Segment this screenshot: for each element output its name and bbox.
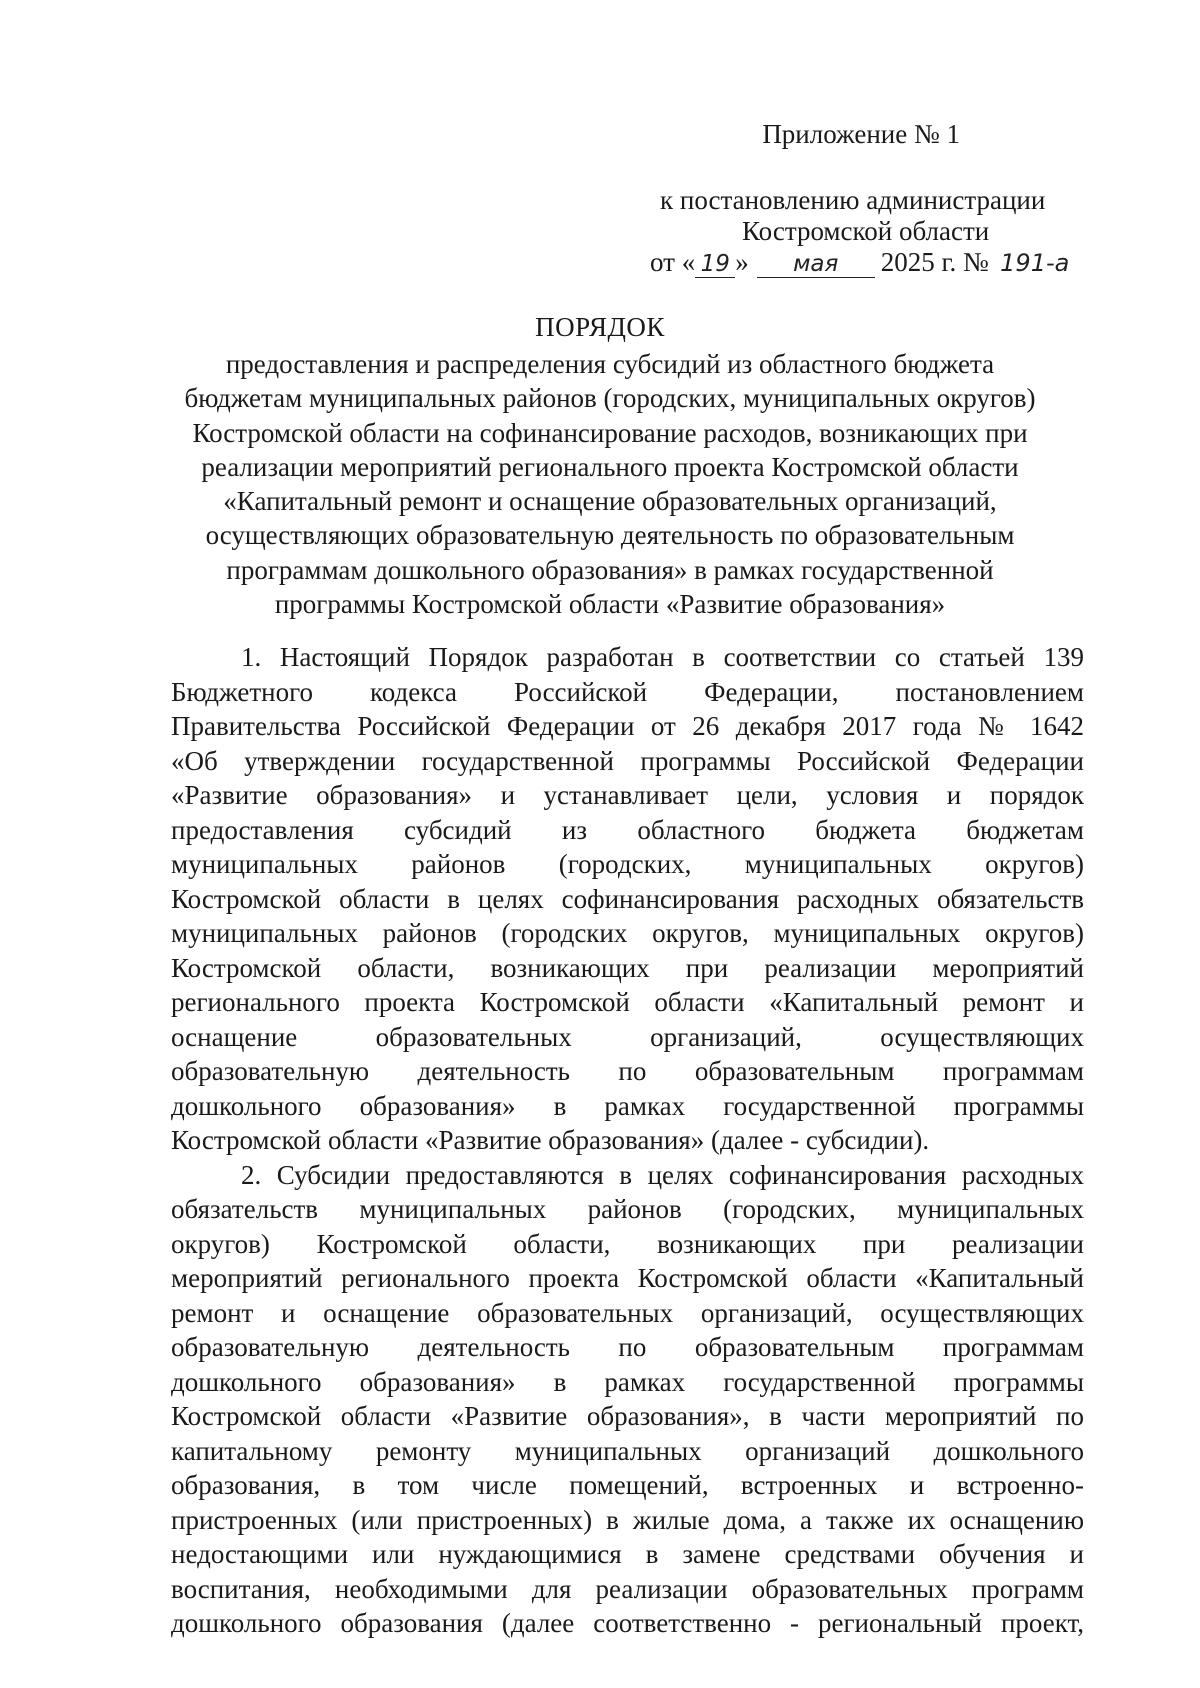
paragraph-line: капитальному ремонту муниципальных организаций дошкольного [171,1435,1084,1466]
paragraph-line: Правительства Российской Федерации от 26 декабря 2017 года № 1642 [171,711,1084,741]
paragraph-line: мероприятий регионального проекта Костромской области «Капитальный [171,1263,1084,1293]
subtitle-line: программы Костромской области «Развитие образования» [274,589,946,620]
subtitle-line: осуществляющих образовательную деятельность по образовательным [205,520,1015,551]
paragraph-line: образовательную деятельность по образовательным программам [171,1056,1084,1086]
annex-label: Приложение № 1 [762,119,960,149]
decree-line-2: Костромской области [742,216,990,246]
paragraph-line: 2. Субсидии предоставляются в целях софинансирования расходных [241,1159,1084,1190]
paragraph-1 [171,640,1084,1158]
paragraph-line: муниципальных районов (городских, муниципальных округов) [171,849,1084,879]
paragraph-line: дошкольного образования» в рамках государственной программы [171,1366,1084,1397]
document-subtitle [170,347,1050,621]
date-year: 2025 г. № [880,247,989,277]
document-title: ПОРЯДОК [535,312,665,342]
decree-reference [630,185,1100,278]
paragraph-line: оснащение образовательных организаций, осуществляющих [171,1021,1084,1052]
paragraph-line: округов) Костромской области, возникающих при реализации [171,1228,1084,1259]
paragraph-line: 1. Настоящий Порядок разработан в соответствии со статьей 139 [241,642,1084,672]
paragraph-line: регионального проекта Костромской области «Капитальный ремонт и [171,987,1084,1017]
handwritten-day: 19 [695,251,735,278]
paragraph-line: Костромской области «Развитие образования» (далее - субсидии). [171,1125,930,1155]
paragraph-2 [171,1158,1084,1641]
subtitle-line: «Капитальный ремонт и оснащение образовательных организаций, [223,486,997,517]
decree-line-1: к постановлению администрации [660,185,1046,215]
paragraph-line: недостающими или нуждающимися в замене средствами обучения и [171,1539,1084,1569]
paragraph-line: пристроенных (или пристроенных) в жилые дома, а также их оснащению [171,1504,1084,1535]
paragraph-line: «Развитие образования» и устанавливает цели, условия и порядок [171,780,1084,810]
paragraph-line: Костромской области в целях софинансирования расходных обязательств [171,883,1084,914]
date-mid: » [735,247,749,277]
date-prefix: от « [650,247,696,277]
paragraph-line: предоставления субсидий из областного бюджета бюджетам [171,814,1084,845]
paragraph-line: Костромской области «Развитие образования», в части мероприятий по [171,1401,1084,1431]
handwritten-month: мая [757,251,875,278]
paragraph-line: обязательств муниципальных районов (городских, муниципальных [171,1194,1084,1224]
paragraph-line: муниципальных районов (городских округов, муниципальных округов) [171,918,1084,948]
paragraph-line: дошкольного образования» в рамках государственной программы [171,1090,1084,1121]
paragraph-line: образования, в том числе помещений, встроенных и встроенно- [171,1470,1084,1500]
subtitle-line: Костромской области на софинансирование расходов, возникающих при [192,417,1028,448]
document-body [171,640,1084,1641]
paragraph-line: Костромской области, возникающих при реализации мероприятий [171,952,1084,983]
paragraph-line: «Об утверждении государственной программы Российской Федерации [171,745,1084,776]
subtitle-line: бюджетам муниципальных районов (городских, муниципальных округов) [184,383,1036,414]
subtitle-line: программам дошкольного образования» в рамках государственной [226,554,994,585]
subtitle-line: реализации мероприятий регионального проекта Костромской области [201,451,1019,482]
subtitle-line: предоставления и распределения субсидий из областного бюджета [225,349,995,379]
paragraph-line: образовательную деятельность по образовательным программам [171,1332,1084,1362]
paragraph-line: воспитания, необходимыми для реализации образовательных программ [171,1573,1084,1604]
paragraph-line: Бюджетного кодекса Российской Федерации, постановлением [171,676,1084,707]
paragraph-line: ремонт и оснащение образовательных организаций, осуществляющих [171,1297,1084,1328]
paragraph-line: дошкольного образования (далее соответственно - региональный проект, [171,1608,1084,1638]
decree-date-line [630,247,1100,278]
handwritten-number: 191-а [1000,249,1070,277]
